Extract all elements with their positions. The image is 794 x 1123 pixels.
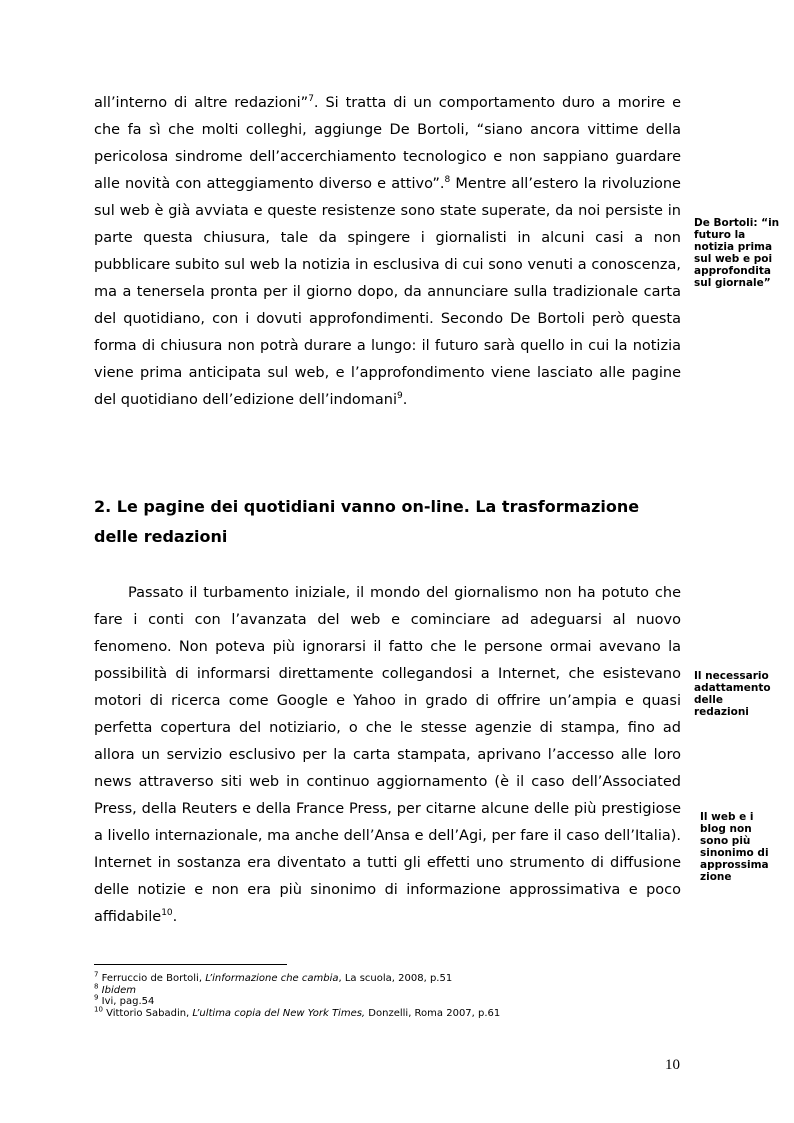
margin-note-adattamento: Il necessario adattamento delle redazioni (694, 670, 771, 718)
margin-note-de-bortoli: De Bortoli: “in futuro la notizia prima sul web e poi approfondita sul giornale” (694, 217, 780, 289)
section-heading: 2. Le pagine dei quotidiani vanno on-line. La trasformazione delle redazioni (94, 497, 640, 546)
footnote-9: $^9$ Ivi, pag.54 (94, 993, 155, 1007)
footnote-ref-9[interactable]: 9 (397, 391, 403, 402)
body-paragraph-2: Passato il turbamento iniziale, il mondo del giornalismo non ha potuto che fare i conti con l’avanzata del web e cominciare ad adeguarsi al nuovo fenomeno. Non poteva più ignorarsi il fatto che le persone ormai avevano la possibilità di informarsi direttamente collegandosi a Internet, che esistevano motori di ricerca come Google e Yahoo in grado di offrire un’ampia e quasi perfetta copertura del notiziario, o che le stesse agenzie di stampa, fino ad allora un servizio esclusivo per la carta stampata, aprivano l’accesso alle loro news attraverso siti web in continuo aggiornamento (è il caso dell’Associated Press, della Reuters e della France Press, per citarne alcune delle più prestigiose a livello internazionale, ma anche dell’Ansa e dell’Agi, per fare il caso dell’Italia). Internet in sostanza era diventato a tutti gli effetti uno strumento di diffusione delle notizie e non era più sinonimo di informazione approssimativa e poco affidabile$^{10}$. (94, 585, 681, 925)
footnote-ref-8[interactable]: 8 (444, 175, 451, 186)
footnote-ref-10[interactable]: 10 (161, 908, 173, 919)
footnote-10: $^{10}$ Vittorio Sabadin, L’ultima copia del New York Times, Donzelli, Roma 2007, p.61 (94, 1005, 501, 1019)
page-number: 10 (665, 1057, 680, 1073)
footnote-8: $^8$ Ibidem (94, 982, 136, 996)
margin-note-web-blog: Il web e i blog non sono più sinonimo di approssima zione (700, 811, 769, 883)
footnote-ref-7[interactable]: 7 (308, 94, 314, 105)
footnotes (94, 970, 694, 1019)
footnote-7: $^7$ Ferruccio de Bortoli, L’informazione che cambia, La scuola, 2008, p.51 (94, 970, 453, 984)
body-paragraph-1: all’interno di altre redazioni”$^7$. Si tratta di un comportamento duro a morire e che fa sì che molti colleghi, aggiunge De Bortoli, “siano ancora vittime della pericolosa sindrome dell’accerchiamento tecnologico e non sappiano guardare alle novità con atteggiamento diverso e attivo”.$^8$ Mentre all’estero la rivoluzione sul web è già avviata e queste resistenze sono state superate, da noi persiste in parte questa chiusura, tale da spingere i giornalisti in alcuni casi a non pubblicare subito sul web la notizia in esclusiva di cui sono venuti a conoscenza, ma a tenersela pronta per il giorno dopo, da annunciare sulla tradizionale carta del quotidiano, con i dovuti approfondimenti. Secondo De Bortoli però questa forma di chiusura non potrà durare a lungo: il futuro sarà quello in cui la notizia viene prima anticipata sul web, e l’approfondimento viene lasciato alle pagine del quotidiano dell’edizione dell’indomani$^9$. (94, 94, 682, 408)
footnote-separator (94, 964, 287, 965)
